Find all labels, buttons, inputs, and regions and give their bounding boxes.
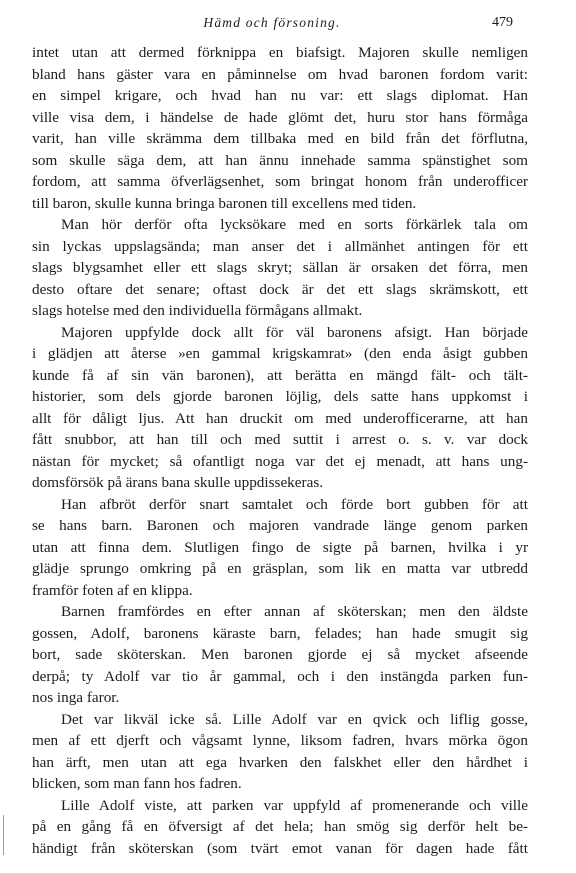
text-line: slags hotelse med den individuella förmågans allmakt. [32,302,363,319]
text-line: nos inga faror. [32,689,120,706]
text-line: gossen, Adolf, baronens käraste barn, felades; han hade smugit sig [32,624,528,642]
text-line: händigt från sköterskan (som tvärt emot vanan för dagen hade fått [32,839,528,857]
text-line: bland hans gäster vara en påminnelse om hvad baronen fordom varit: [32,65,528,83]
binding-mark [3,815,4,855]
running-title: Hämd och försoning. [203,15,341,30]
text-line: men af ett djerft och vågsamt lynne, liksom fadren, hvars mörka ögon [32,732,528,749]
text-line: blicken, som man fann hos fadren. [32,775,242,792]
text-line: glädje sprungo omkring på en gräsplan, som lik en matta var utbredd [32,560,528,577]
text-line: intet utan att dermed förknippa en biafsigt. Majoren skulle nemligen [32,44,528,61]
text-line: som skulle säga dem, att han ännu innehade samma spänstighet som [32,151,528,169]
text-line: Barnen framfördes en efter annan af sköterskan; men den äldste [61,603,528,620]
text-line: kunde få af sin vän baronen), att berätta en mängd fält- och tält- [32,366,528,384]
text-line: utan att finna dem. Slutligen fingo de sigte på barnen, hvilka i yr [32,538,528,556]
text-line: fordom, att samma öfverlägsenhet, som bringat honom från underofficer [32,173,528,190]
text-line: bort, sade sköterskan. Men baronen gjorde ej så mycket afseende [32,646,528,663]
text-line: desto oftare det senare; oftast dock är det ett slags skrämskott, ett [32,280,528,298]
text-line: sin lyckas uppslagsända; man anser det i allmänhet antingen för ett [32,237,528,255]
text-line: en simpel krigare, och hvad han nu var: ett slags diplomat. Han [32,87,528,104]
text-line: han ärft, men utan att ega hvarken den falskhet eller den hårdhet i [32,753,528,771]
text-line: framför foten af en klippa. [32,581,193,599]
text-line: derpå; ty Adolf var tio år gammal, och i den instängda parken fun- [32,667,528,685]
text-line: Majoren uppfylde dock allt för väl baronens afsigt. Han började [61,323,528,341]
text-line: domsförsök på ärans bana skulle uppdissekeras. [32,474,324,491]
page-header [32,14,512,34]
text-line: allt för dåligt ljus. Att han druckit om med underofficerarne, att han [32,409,528,427]
text-line: ville visa dem, i händelse de hade glömt det, huru stor hans förmåga [32,108,528,126]
text-line: historier, som dels gjorde baronen löjlig, dels satte hans uppkomst i [32,388,528,405]
text-line: Han afbröt derför snart samtalet och förde bort gubben för att [61,495,528,513]
text-line: fått snubbor, att han till och med suttit i arrest o. s. v. var dock [32,431,528,448]
body-text [32,42,528,859]
text-line: till baron, skulle kunna bringa baronen till excellens med tiden. [32,194,417,212]
text-line: Man hör derför ofta lycksökare med en sorts förkärlek tala om [61,216,528,233]
text-line: Lille Adolf viste, att parken var uppfyld af promenerande och ville [61,796,528,814]
text-line: nästan för mycket; så ofantligt noga var det ej menadt, att hans ung- [32,452,528,470]
text-line: se hans barn. Baronen och majoren vandrade länge genom parken [32,517,528,534]
text-line: slags blygsamhet eller ett slags skryt; sällan är orsaken det förra, men [32,259,528,276]
text-line: i glädjen att återse »en gammal krigskamrat» (den enda åsigt gubben [32,345,528,362]
text-line: varit, han ville skrämma dem tillbaka med en bild från det förflutna, [32,130,528,147]
text-line: på en gång få en öfversigt af det hela; han smög sig derför helt be- [32,818,528,835]
page-number: 479 [492,15,513,30]
text-line: Det var likväl icke så. Lille Adolf var en qvick och liflig gosse, [61,710,528,728]
